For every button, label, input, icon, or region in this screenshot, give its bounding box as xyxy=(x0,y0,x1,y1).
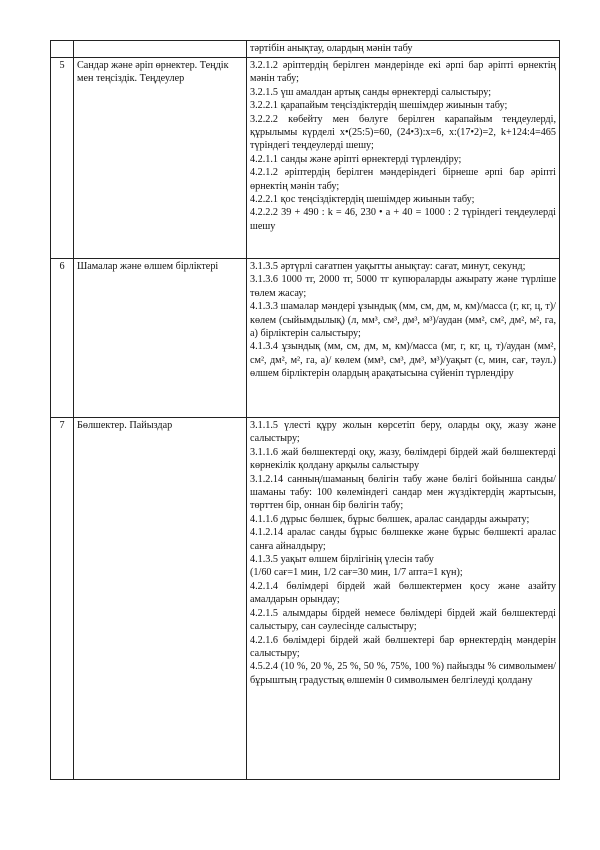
curriculum-table xyxy=(50,40,560,780)
row-number: 7 xyxy=(51,418,74,780)
table-row xyxy=(51,418,560,780)
row-content xyxy=(247,259,560,418)
row-number: 6 xyxy=(51,259,74,418)
row-topic: Шамалар және өлшем бірліктері xyxy=(74,259,247,418)
objective-line: 3.1.3.5 әртүрлі сағатпен уақытты анықтау: сағат, минут, секунд; xyxy=(250,261,526,272)
objective-line: 4.1.3.4 ұзындық (мм, см, дм, м, км)/масса (мг, г, кг, ц, т)/аудан (мм², см², дм², м², га, а)/ көлем (мм³, см³, дм³, м³)/уақыт (с, мин, сағ, тәул.) өлшем бірліктерін олардың арақатысына сүйеніп түрлендіру xyxy=(250,341,556,380)
row-content xyxy=(247,41,560,58)
objective-line: 4.1.2.14 аралас санды бұрыс бөлшекке және бұрыс бөлшекті аралас санға айналдыру; xyxy=(250,527,556,552)
objective-line: 4.5.2.4 (10 %, 20 %, 25 %, 50 %, 75%, 100 %) пайызды % символымен/ бұрыштың градустық өлшемін 0 символымен белгілеуді қолдану xyxy=(250,661,556,686)
row-content xyxy=(247,58,560,259)
objective-line: 4.2.1.1 санды және әріпті өрнектерді түрлендіру; xyxy=(250,153,462,165)
row-content xyxy=(247,418,560,780)
objective-line: 3.1.1.5 үлесті құру жолын көрсетіп беру, оларды оқу, жазу және салыстыру; xyxy=(250,420,556,445)
row-topic: Сандар және әріп өрнектер. Теңдік мен теңсіздік. Теңдеулер xyxy=(74,58,247,259)
objective-line: 3.2.2.2 көбейту мен бөлуге берілген карапайым теңдеулерді, құрылымы күрделі х•(25:5)=60, (24•3):х=6, х:(17•2)=2, k+124:4=465 түріндегі теңдеулерді шешу; xyxy=(250,113,556,152)
objective-line: тәртібін анықтау, олардың мәнін табу xyxy=(250,43,413,54)
objective-line: 3.1.3.6 1000 тг, 2000 тг, 5000 тг купюраларды ажырату және түрліше төлем жасау; xyxy=(250,274,556,299)
row-topic: Бөлшектер. Пайыздар xyxy=(74,418,247,780)
objective-line: 4.2.1.5 алымдары бірдей немесе бөлімдері бірдей жай бөлшектерді салыстыру, сан сәулесінде салыстыру; xyxy=(250,607,556,633)
objective-line: 3.2.2.1 қарапайым теңсіздіктердің шешімдер жиынын табу; xyxy=(250,100,508,112)
row-topic xyxy=(74,41,247,58)
row-number: 5 xyxy=(51,58,74,259)
objective-line: 4.1.3.3 шамалар мәндері ұзындық (мм, см, дм, м, км)/масса (г, кг, ц, т)/ көлем (сыйымдылық) (л, мм³, см³, дм³, м³)/аудан (мм², см², дм², м², га, а) бірліктерін салыстыру; xyxy=(250,301,556,340)
objective-line: 3.2.1.2 әріптердің берілген мәндерінде екі әрпі бар әріпті өрнектің мәнін табу; xyxy=(250,60,556,85)
objective-line: 4.1.3.5 уақыт өлшем бірлігінің үлесін табу xyxy=(250,554,434,566)
table-row xyxy=(51,58,560,259)
objective-line: 4.2.1.4 бөлімдері бірдей жай бөлшектермен қосу және азайту амалдарын орындау; xyxy=(250,580,556,606)
table-row xyxy=(51,41,560,58)
objective-line: 3.1.1.6 жай бөлшектерді оқу, жазу, бөлімдері бірдей жай бөлшектерді көрнекілік қолдану арқылы салыстыру xyxy=(250,446,556,472)
objective-line: 3.1.2.14 санның/шаманың бөлігін табу және бөлігі бойынша санды/шаманы табу: 100 көлеміндегі сандар мен жүздіктердің жартысын, төрттен бір, оннан бір бөлігін табу; xyxy=(250,473,556,512)
objective-line: (1/60 сағ=1 мин, 1/2 сағ=30 мин, 1/7 апта=1 күн); xyxy=(250,567,463,579)
objective-line: 4.2.1.2 әріптердің берілген мәндеріндегі бірнеше әрпі бар әріпті өрнектің мәнін табу; xyxy=(250,167,556,192)
objective-line: 4.1.1.6 дұрыс бөлшек, бұрыс бөлшек, аралас сандарды ажырату; xyxy=(250,513,530,525)
table-row xyxy=(51,259,560,418)
objective-line: 3.2.1.5 үш амалдан артық санды өрнектерді салыстыру; xyxy=(250,86,492,98)
objective-line: 4.2.1.6 бөлімдері бірдей жай бөлшектері бар өрнектердің мәндерін салыстыру; xyxy=(250,634,556,659)
objective-line: 4.2.2.1 қос теңсіздіктердің шешімдер жиынын табу; xyxy=(250,194,475,206)
row-number xyxy=(51,41,74,58)
objective-line: 4.2.2.2 39 + 490 : k = 46, 230 • a + 40 = 1000 : 2 түріндегі теңдеулерді шешу xyxy=(250,207,556,232)
